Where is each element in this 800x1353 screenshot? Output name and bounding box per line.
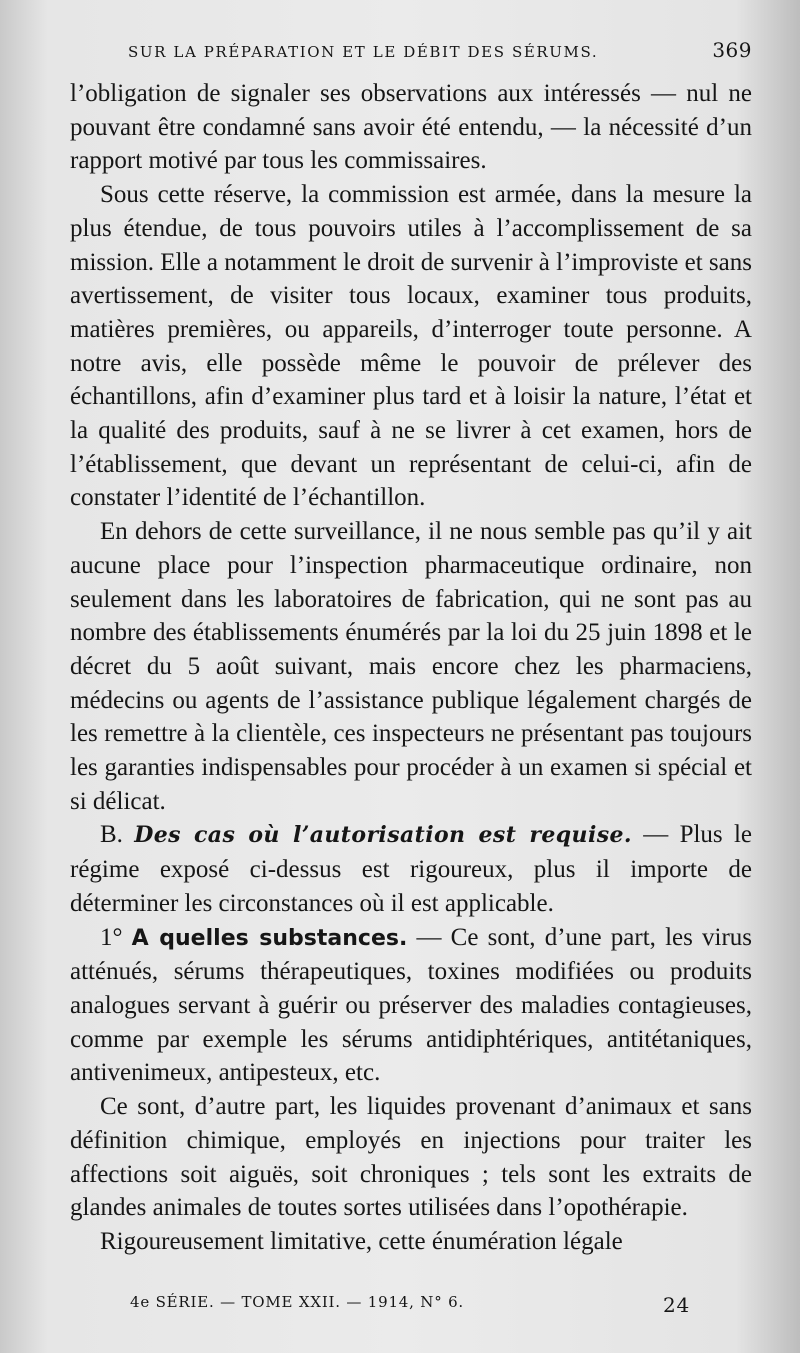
paragraph: Rigoureusement limitative, cette énumération légale xyxy=(100,1227,623,1255)
paragraph-text: — Ce sont, d’une part, les virus atténués, sérums thérapeutiques, toxines modifiées ou produits analogues servant à guérir ou préserver des maladies contagieuses, comme par exemple les sérums antidiphtériques, antitétaniques, antivenimeux, antipesteux, etc. xyxy=(70,923,753,1087)
subsection-label: 1° xyxy=(100,923,132,951)
series-info: 4e SÉRIE. — TOME XXII. — 1914, N° 6. xyxy=(130,1293,464,1311)
section-b-paragraph xyxy=(70,818,752,920)
paragraph: Ce sont, d’autre part, les liquides provenant d’animaux et sans définition chimique, employés en injections pour traiter les affections soit aiguës, soit chroniques ; tels sont les extraits de glandes animales de toutes sortes utilisées dans l’opothérapie. xyxy=(70,1093,752,1222)
section-label: B. xyxy=(100,821,135,849)
section-heading: Des cas où l’autorisation est requise. xyxy=(134,822,632,849)
signature-mark: 24 xyxy=(662,1293,690,1317)
running-header xyxy=(128,38,752,62)
page-number: 369 xyxy=(712,38,752,62)
subsection-1-paragraph xyxy=(70,921,752,1091)
page-footer xyxy=(130,1293,690,1317)
running-title: SUR LA PRÉPARATION ET LE DÉBIT DES SÉRUMS. xyxy=(128,43,599,61)
paragraph: En dehors de cette surveillance, il ne nous semble pas qu’il y ait aucune place pour l’inspection pharmaceutique ordinaire, non seulement dans les laboratoires de fabrication, qui ne sont pas au nombre des établissements énumérés par la loi du 25 juin 1898 et le décret du 5 août suivant, mais encore chez les pharmaciens, médecins ou agents de l’assistance publique légalement chargés de les remettre à la clientèle, ces inspecteurs ne présentant pas toujours les garanties indispensables pour procéder à un examen si spécial et si délicat. xyxy=(70,518,752,815)
body-text xyxy=(70,77,752,1259)
paragraph-text: — Plus le régime exposé ci-dessus est rigoureux, plus il importe de déterminer les circonstances où il est applicable. xyxy=(70,821,753,917)
paragraph: l’obligation de signaler ses observations aux intéressés — nul ne pouvant être condamné sans avoir été entendu, — la nécessité d’un rapport motivé par tous les commissaires. xyxy=(70,80,752,175)
subsection-heading: A quelles substances. xyxy=(131,925,408,951)
paragraph: Sous cette réserve, la commission est armée, dans la mesure la plus étendue, de tous pouvoirs utiles à l’accomplissement de sa mission. Elle a notamment le droit de survenir à l’improviste et sans avertissement, de visiter tous locaux, examiner tous produits, matières premières, ou appareils, d’interroger toute personne. A notre avis, elle possède même le pouvoir de prélever des échantillons, afin d’examiner plus tard et à loisir la nature, l’état et la qualité des produits, sauf à ne se livrer à cet examen, hors de l’établissement, que devant un représentant de celui-ci, afin de constater l’identité de l’échantillon. xyxy=(70,181,752,512)
